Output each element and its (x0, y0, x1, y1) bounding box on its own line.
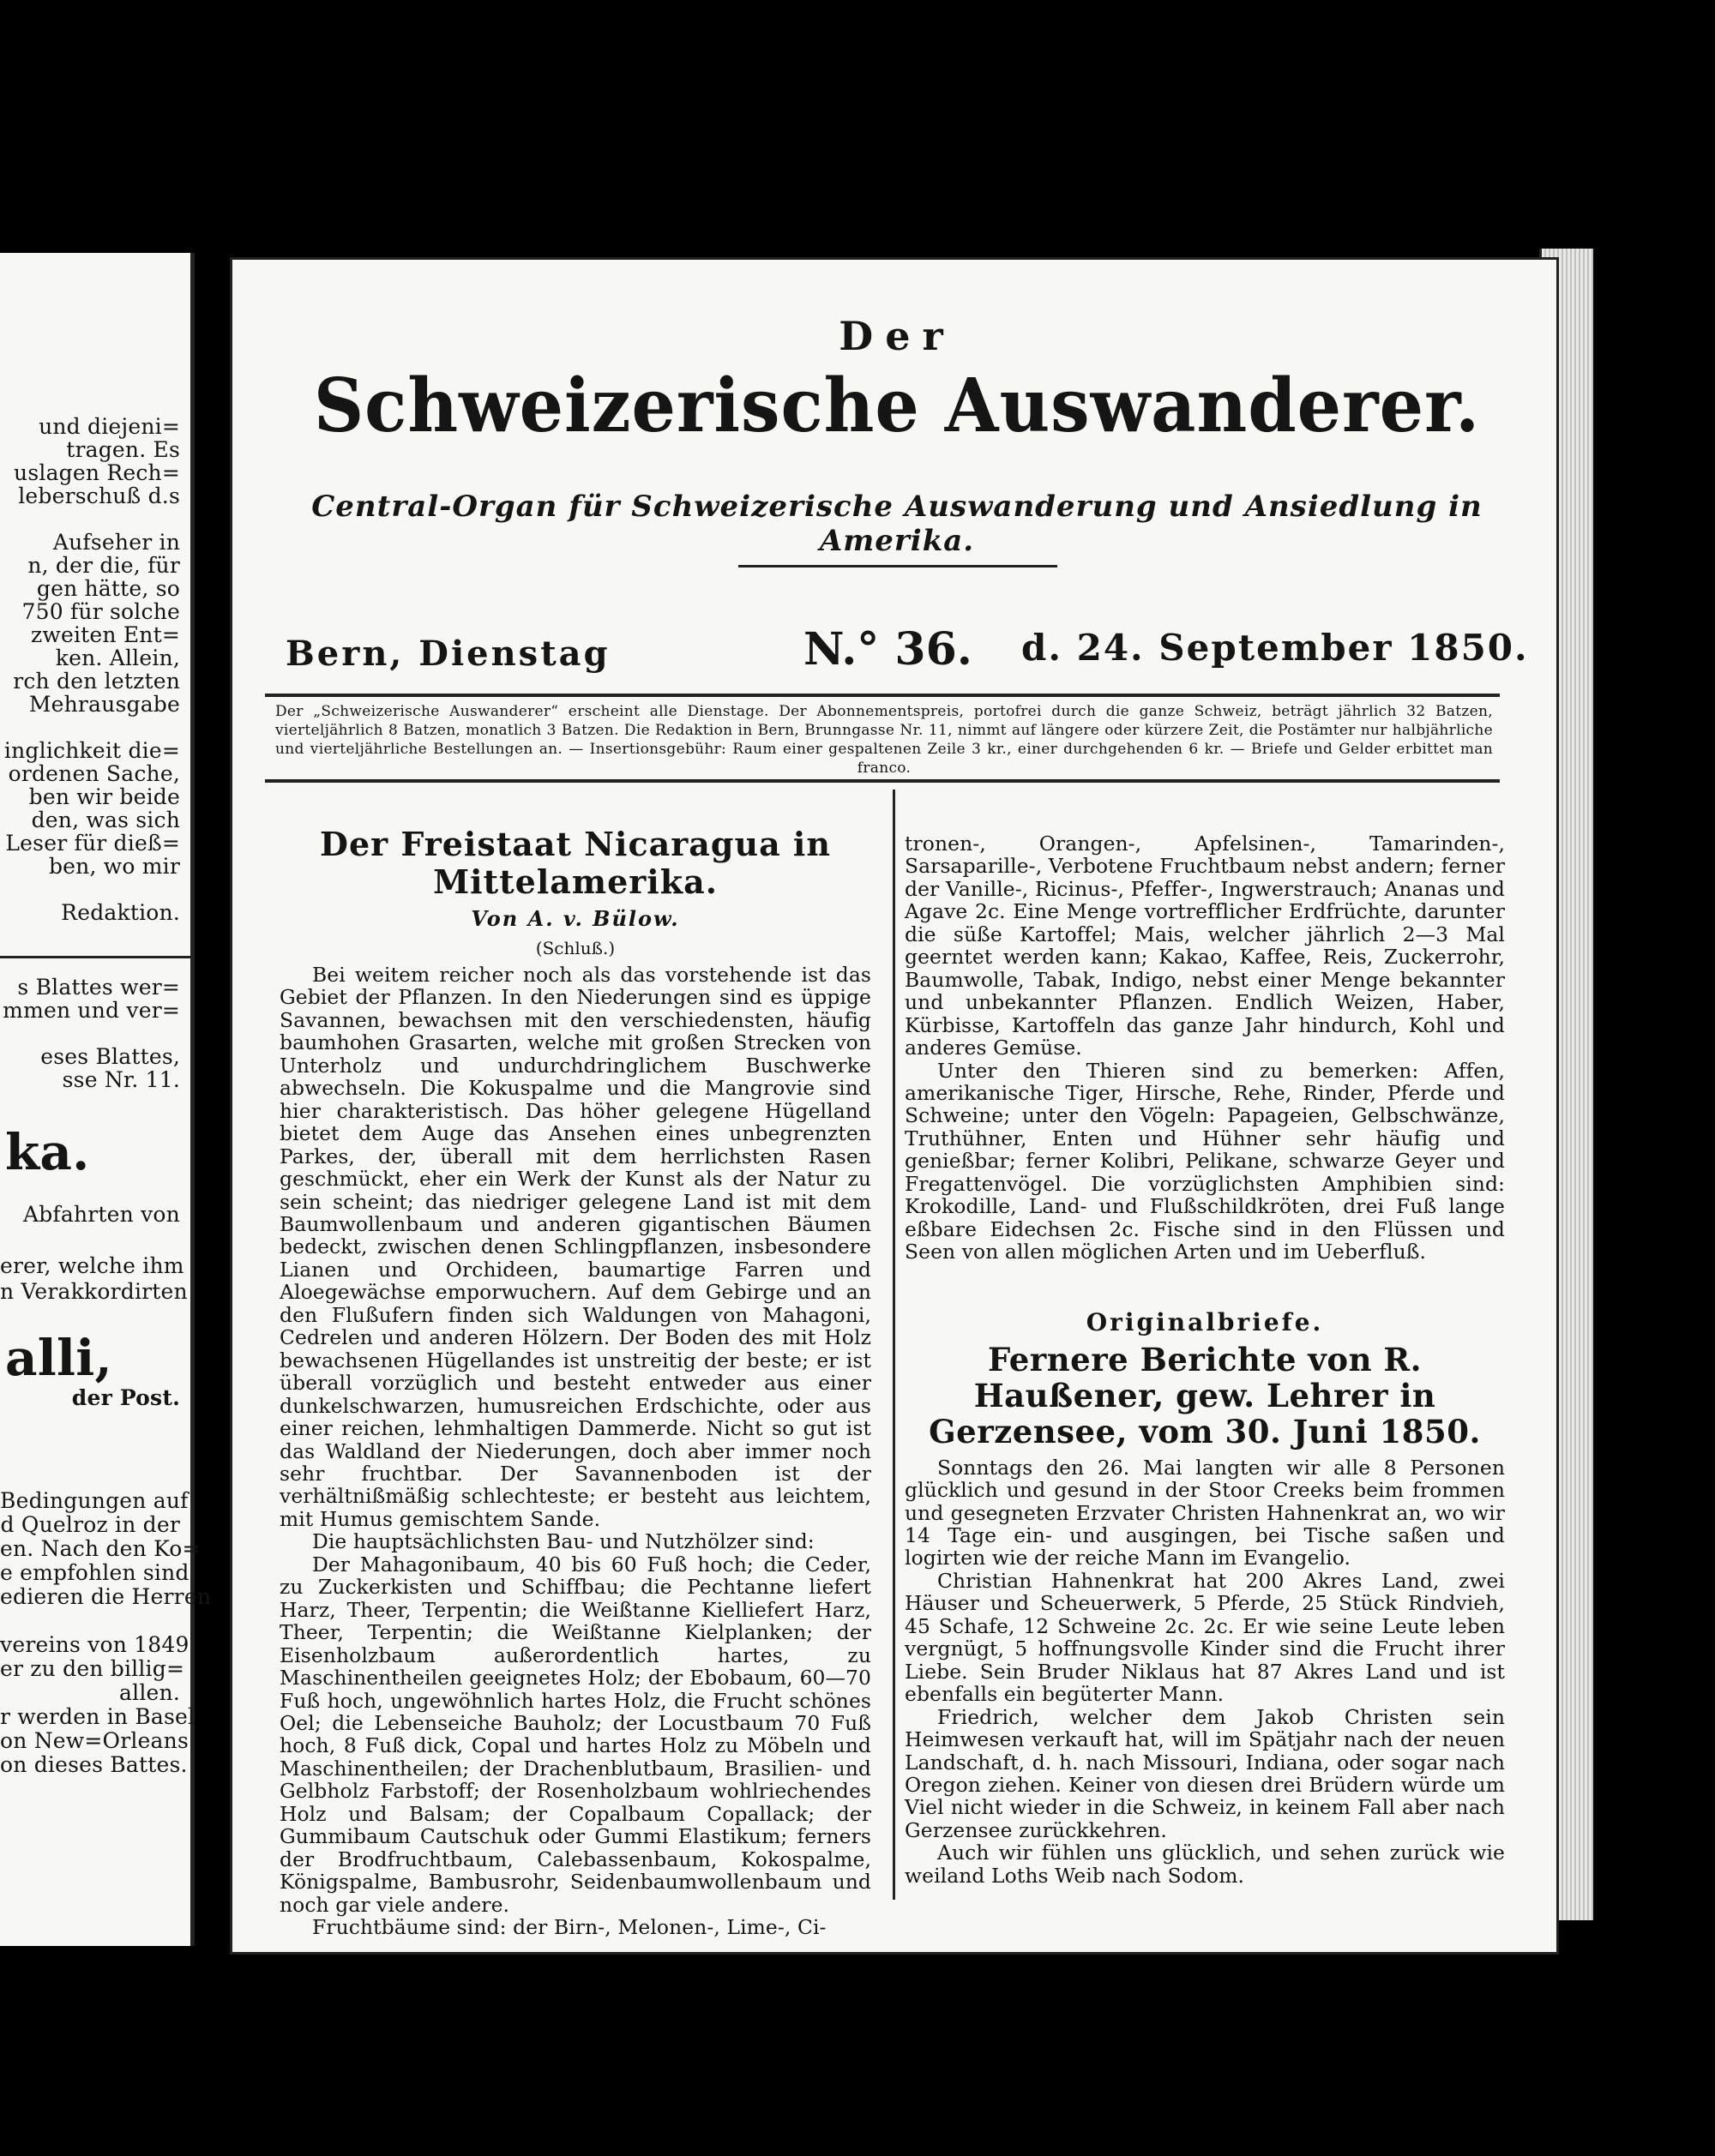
info-rule-bottom (265, 779, 1500, 783)
left-page-line: 750 für solche (21, 599, 180, 624)
left-page-line: ken. Allein, (55, 646, 180, 670)
left-page-line: Mehrausgabe (28, 692, 180, 717)
left-page-line: n, der die, für (27, 553, 180, 578)
article-byline: Von A. v. Bülow. (471, 906, 680, 931)
left-page-line: der Post. (71, 1385, 180, 1410)
left-page-line: ka. (5, 1123, 90, 1181)
left-page-line: on New=Orleans (0, 1728, 189, 1753)
left-page-line: vereins von 1849 (0, 1632, 190, 1657)
article-paragraph: Fruchtbäume sind: der Birn-, Melonen-, Lime-, Ci- (312, 1915, 827, 1940)
letter-paragraph: Auch wir fühlen uns glücklich, und sehen zurück wie weiland Loths Weib nach Sodom. (905, 1841, 1505, 1888)
left-page-line: mmen und ver= (3, 998, 180, 1023)
article-paragraph: Unter den Thieren sind zu bemerken: Affen, amerikanische Tiger, Hirsche, Rehe, Rinder, Pferde und Schweine; unter den Vögeln: Papageien, Gelbschwänze, Truthühner, Enten und Hühner sehr häufig und genießbar; ferner Kolibri, Pelikane, schwarze Geyer und Fregattenvögel. Die vorzüglichsten Amphibien sind: Krokodille, Land- und Flußschildkröten, drei Fuß lange eßbare Eidechsen 2c. Fische sind in den Flüssen und Seen von allen möglichen Arten und im Ueberfluß. (905, 1058, 1505, 1264)
column-left (280, 826, 871, 1938)
left-page-line: gen hätte, so (36, 576, 180, 601)
masthead-rule (738, 565, 1057, 568)
masthead-title: Schweizerische Auswanderer. (313, 363, 1481, 449)
subscription-info: Der „Schweizerische Auswanderer“ erscheint alle Dienstage. Der Abonnementspreis, portofrei durch die ganze Schweiz, beträgt jährlich 32 Batzen, vierteljährlich 8 Batzen, monatlich 3 Batzen. Die Redaktion in Bern, Brunngasse Nr. 11, nimmt auf längere oder kürzere Zeit, die Postämter nur halbjährliche und vierteljährliche Bestellungen an. — Insertionsgebühr: Raum einer gespaltenen Zeile 3 kr., einer durchgehenden 6 kr. — Briefe und Gelder erbittet man franco. (275, 703, 1493, 777)
section-title: Originalbriefe. (1086, 1307, 1324, 1336)
left-page-line: r werden in Basel (0, 1704, 196, 1729)
column-right (905, 832, 1505, 1887)
masthead-subtitle: Central-Organ für Schweizerische Auswanderung und Ansiedlung in Amerika. (311, 489, 1483, 558)
left-page-line: tragen. Es (66, 437, 180, 462)
left-page-rule (0, 956, 190, 958)
left-page-line: und diejeni= (39, 414, 180, 439)
left-page-line: ben, wo mir (48, 854, 180, 879)
newspaper-page (230, 257, 1559, 1955)
left-page-line: zweiten Ent= (31, 622, 180, 647)
info-rule-top (265, 694, 1500, 697)
left-page-line: en. Nach den Ko= (0, 1536, 201, 1561)
left-page-line: eses Blattes, (40, 1044, 180, 1069)
left-page-line: er zu den billig= (0, 1656, 185, 1681)
issue-date: d. 24. September 1850. (1021, 627, 1529, 669)
left-page-line: sse Nr. 11. (62, 1067, 180, 1092)
left-page-line: Aufseher in (52, 530, 180, 555)
left-page-line: ordenen Sache, (8, 761, 180, 786)
masthead-der: Der (839, 313, 955, 359)
column-rule (893, 790, 895, 1900)
letter-paragraph: Friedrich, welcher dem Jakob Christen sein Heimwesen verkauft hat, will im Spätjahr nach der neuen Landschaft, d. h. nach Missouri, Indiana, oder sogar nach Oregon ziehen. Keiner von diesen drei Brüdern würde um Viel nicht wieder in die Schweiz, in keinem Fall aber nach Gerzensee zurückkehren. (905, 1704, 1505, 1842)
article-paragraph: Der Mahagonibaum, 40 bis 60 Fuß hoch; die Ceder, zu Zuckerkisten und Schiffbau; die Pechtanne liefert Harz, Theer, Terpentin; die Weißtanne Kielliefert Harz, Theer, Terpentin; die Weißtanne Kielplanken; der Eisenholzbaum außerordentlich hartes, zu Maschinentheilen geeignetes Holz; der Ebobaum, 60—70 Fuß hoch, ungewöhnlich hartes Holz, die Frucht schönes Oel; die Lebenseiche Bauholz; der Locustbaum 70 Fuß hoch, 8 Fuß dick, Copal und hartes Holz zu Möbeln und Maschinentheilen; der Drachenblutbaum, Brasilien- und Gelbholz Farbstoff; der Rosenholzbaum wohlriechendes Holz und Balsam; der Copalbaum Copallack; der Gummibaum Cautschuk oder Gummi Elastikum; ferners der Brodfruchtbaum, Calebassenbaum, Kokospalme, Königspalme, Bambusrohr, Seidenbaumwollenbaum und noch gar viele andere. (280, 1552, 871, 1917)
left-page-line: s Blattes wer= (17, 975, 180, 1000)
letter-paragraph: Sonntags den 26. Mai langten wir alle 8 Personen glücklich und gesund in der Stoor Creeks beim frommen und gesegneten Erzvater Christen Hahnenkrat an, wo wir 14 Tage ein- und ausgingen, bei Tische saßen und logirten wie der reiche Mann im Evangelio. (905, 1455, 1505, 1570)
left-page-line: erer, welche ihm (0, 1253, 184, 1278)
issue-number: N.° 36. (803, 623, 972, 676)
article-paragraph: Bei weitem reicher noch als das vorstehende ist das Gebiet der Pflanzen. In den Niederungen sind es üppige Savannen, bewachsen mit den verschiedensten, häufig baumhohen Grasarten, welche mit großen Strecken von Unterholz und undurchdringlichem Buschwerke abwechseln. Die Kokuspalme und die Mangrovie sind hier charakteristisch. Das höher gelegene Hügelland bietet dem Auge das Ansehen eines unbegrenzten Parkes, der, überall mit dem herrlichsten Rasen geschmückt, eher ein Werk der Kunst als der Natur zu sein scheint; das niedriger gelegene Land ist mit dem Baumwollenbaum und anderen gigantischen Bäumen bedeckt, zwischen denen Schlingpflanzen, insbesondere Lianen und Orchideen, baumartige Farren und Aloegewächse emporwuchern. Auf dem Gebirge und an den Flußufern finden sich Waldungen von Mahagoni, Cedrelen und anderen Hölzern. Der Boden des mit Holz bewachsenen Hügellandes ist unstreitig der beste; er ist überall vorzüglich und besteht entweder aus einer dunkelschwarzen, humusreichen Erdschichte, oder aus einer reichen, lehmhaltigen Dammerde. Nicht so gut ist das Waldland der Niederungen, doch aber immer noch sehr fruchtbar. Der Savannenboden ist der verhältnißmäßig schlechteste; er besteht aus leichtem, mit Humus gemischtem Sande. (280, 963, 871, 1531)
left-page-line: uslagen Rech= (14, 460, 180, 485)
left-page-line: edieren die Herren (0, 1584, 212, 1609)
left-page-line: leberschuß d.s (18, 483, 180, 508)
letter-headline: Fernere Berichte von R. Haußener, gew. Lehrer in Gerzensee, vom 30. Juni 1850. (929, 1340, 1481, 1450)
left-page-line: e empfohlen sind (0, 1560, 190, 1585)
left-page-line: Abfahrten von (22, 1202, 180, 1227)
left-page-line: den, was sich (31, 808, 180, 832)
left-page-line: n Verakkordirten (0, 1279, 188, 1304)
left-page-line: Bedingungen auf (0, 1488, 189, 1513)
left-page-line: allen. (119, 1680, 180, 1705)
left-page-fragment (0, 253, 212, 1946)
left-page-line: Redaktion. (61, 900, 180, 925)
left-page-line: d Quelroz in der (0, 1512, 180, 1537)
article-headline: Der Freistaat Nicaragua in Mittelamerika. (320, 825, 831, 901)
left-page-line: rch den letzten (13, 669, 180, 694)
left-page-line: ben wir beide (28, 784, 180, 809)
place-day: Bern, Dienstag (286, 634, 611, 674)
left-page-line: alli, (5, 1329, 112, 1387)
letter-paragraph: Christian Hahnenkrat hat 200 Akres Land, zwei Häuser und Scheuerwerk, 5 Pferde, 25 Stück Rindvieh, 45 Schafe, 12 Schweine 2c. 2c. Er wie seine Leute leben vergnügt, 5 hoffnungsvolle Kinder sind die Frucht ihrer Liebe. Sein Bruder Niklaus hat 87 Akres Land und ist ebenfalls ein begüterter Mann. (905, 1568, 1505, 1707)
article-paragraph: Die hauptsächlichsten Bau- und Nutzhölzer sind: (312, 1529, 815, 1554)
article-paragraph: tronen-, Orangen-, Apfelsinen-, Tamarinden-, Sarsaparille-, Verbotene Fruchtbaum nebst andern; ferner der Vanille-, Ricinus-, Pfeffer-, Ingwerstrauch; Ananas und Agave 2c. Eine Menge vortrefflicher Erdfrüchte, darunter die süße Kartoffel; Mais, welcher jährlich 2—3 Mal geerntet werden kann; Kakao, Kaffee, Reis, Zuckerrohr, Baumwolle, Tabak, Indigo, nebst einer Menge bekannter und unbekannter Pflanzen. Endlich Weizen, Haber, Kürbisse, Kartoffeln das ganze Jahr hindurch, Kohl und anderes Gemüse. (905, 832, 1505, 1060)
left-page-line: inglichkeit die= (3, 738, 180, 763)
article-note: (Schluß.) (535, 938, 616, 958)
left-page-line: on dieses Battes. (0, 1752, 188, 1777)
left-page-line: Leser für dieß= (5, 831, 180, 856)
